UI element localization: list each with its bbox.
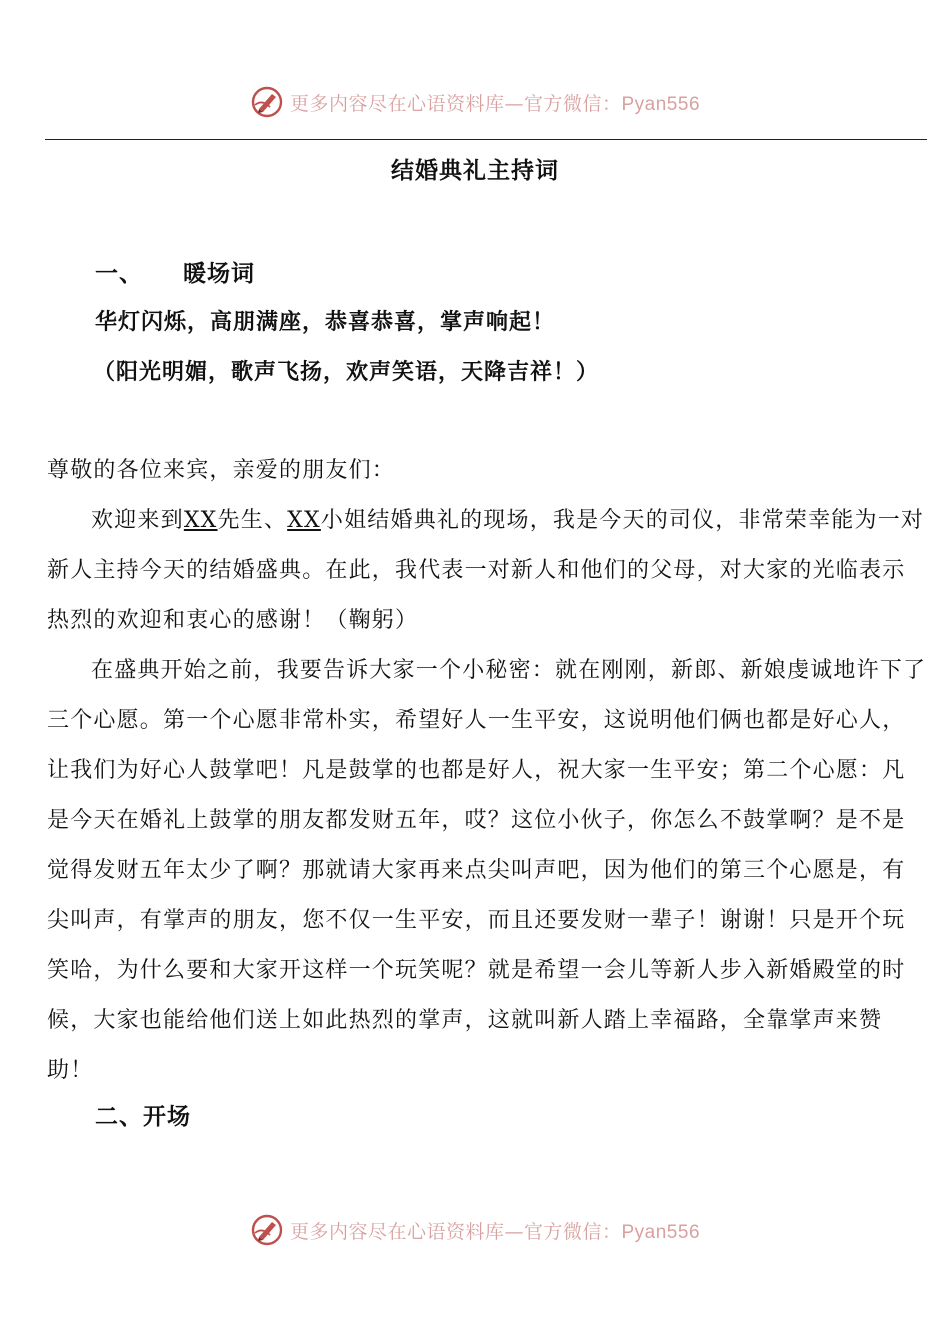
pen-logo-icon xyxy=(250,1213,284,1247)
pen-logo-icon xyxy=(250,85,284,119)
paragraph-welcome: 欢迎来到XX先生、XX小姐结婚典礼的现场，我是今天的司仪，非常荣幸能为一对新人主持今天的结婚盛典。在此，我代表一对新人和他们的父母，对大家的光临表示热烈的欢迎和衷心的感谢！（鞠躬） xyxy=(47,508,925,633)
bride-name: XX xyxy=(287,508,321,533)
warmup-line-2: （阳光明媚，歌声飞扬，欢声笑语，天降吉祥！） xyxy=(93,360,600,385)
groom-name: XX xyxy=(183,508,218,533)
header-divider xyxy=(45,139,927,140)
footer-banner xyxy=(0,1210,950,1250)
greeting: 尊敬的各位来宾，亲爱的朋友们： xyxy=(47,458,396,483)
banner-slogan: 更多内容尽在心语资料库—官方微信： xyxy=(289,92,622,115)
section-1-heading xyxy=(95,255,255,288)
banner-text xyxy=(290,89,700,116)
banner-slogan: 更多内容尽在心语资料库—官方微信： xyxy=(289,1220,622,1243)
document-title: 结婚典礼主持词 xyxy=(391,157,559,184)
section-1-number: 一、 xyxy=(95,261,143,287)
banner-text xyxy=(290,1217,700,1244)
wechat-id: Pyan556 xyxy=(621,93,701,115)
section-2-heading: 二、开场 xyxy=(95,1104,191,1130)
section-1-title: 暖场词 xyxy=(183,261,255,287)
warmup-line-1: 华灯闪烁，高朋满座，恭喜恭喜，掌声响起！ xyxy=(95,310,556,335)
header-banner xyxy=(0,82,950,122)
body-text xyxy=(47,446,927,1096)
paragraph-secret: 在盛典开始之前，我要告诉大家一个小秘密：就在刚刚，新郎、新娘虔诚地许下了三个心愿。第一个心愿非常朴实，希望好人一生平安，这说明他们俩也都是好心人，让我们为好心人鼓掌吧！凡是鼓掌的也都是好人，祝大家一生平安；第二个心愿：凡是今天在婚礼上鼓掌的朋友都发财五年，哎？这位小伙子，你怎么不鼓掌啊？是不是觉得发财五年太少了啊？那就请大家再来点尖叫声吧，因为他们的第三个心愿是，有尖叫声，有掌声的朋友，您不仅一生平安，而且还要发财一辈子！谢谢！只是开个玩笑哈，为什么要和大家开这样一个玩笑呢？就是希望一会儿等新人步入新婚殿堂的时候，大家也能给他们送上如此热烈的掌声，这就叫新人踏上幸福路，全靠掌声来赞助！ xyxy=(47,658,927,1083)
wechat-id: Pyan556 xyxy=(621,1221,701,1243)
